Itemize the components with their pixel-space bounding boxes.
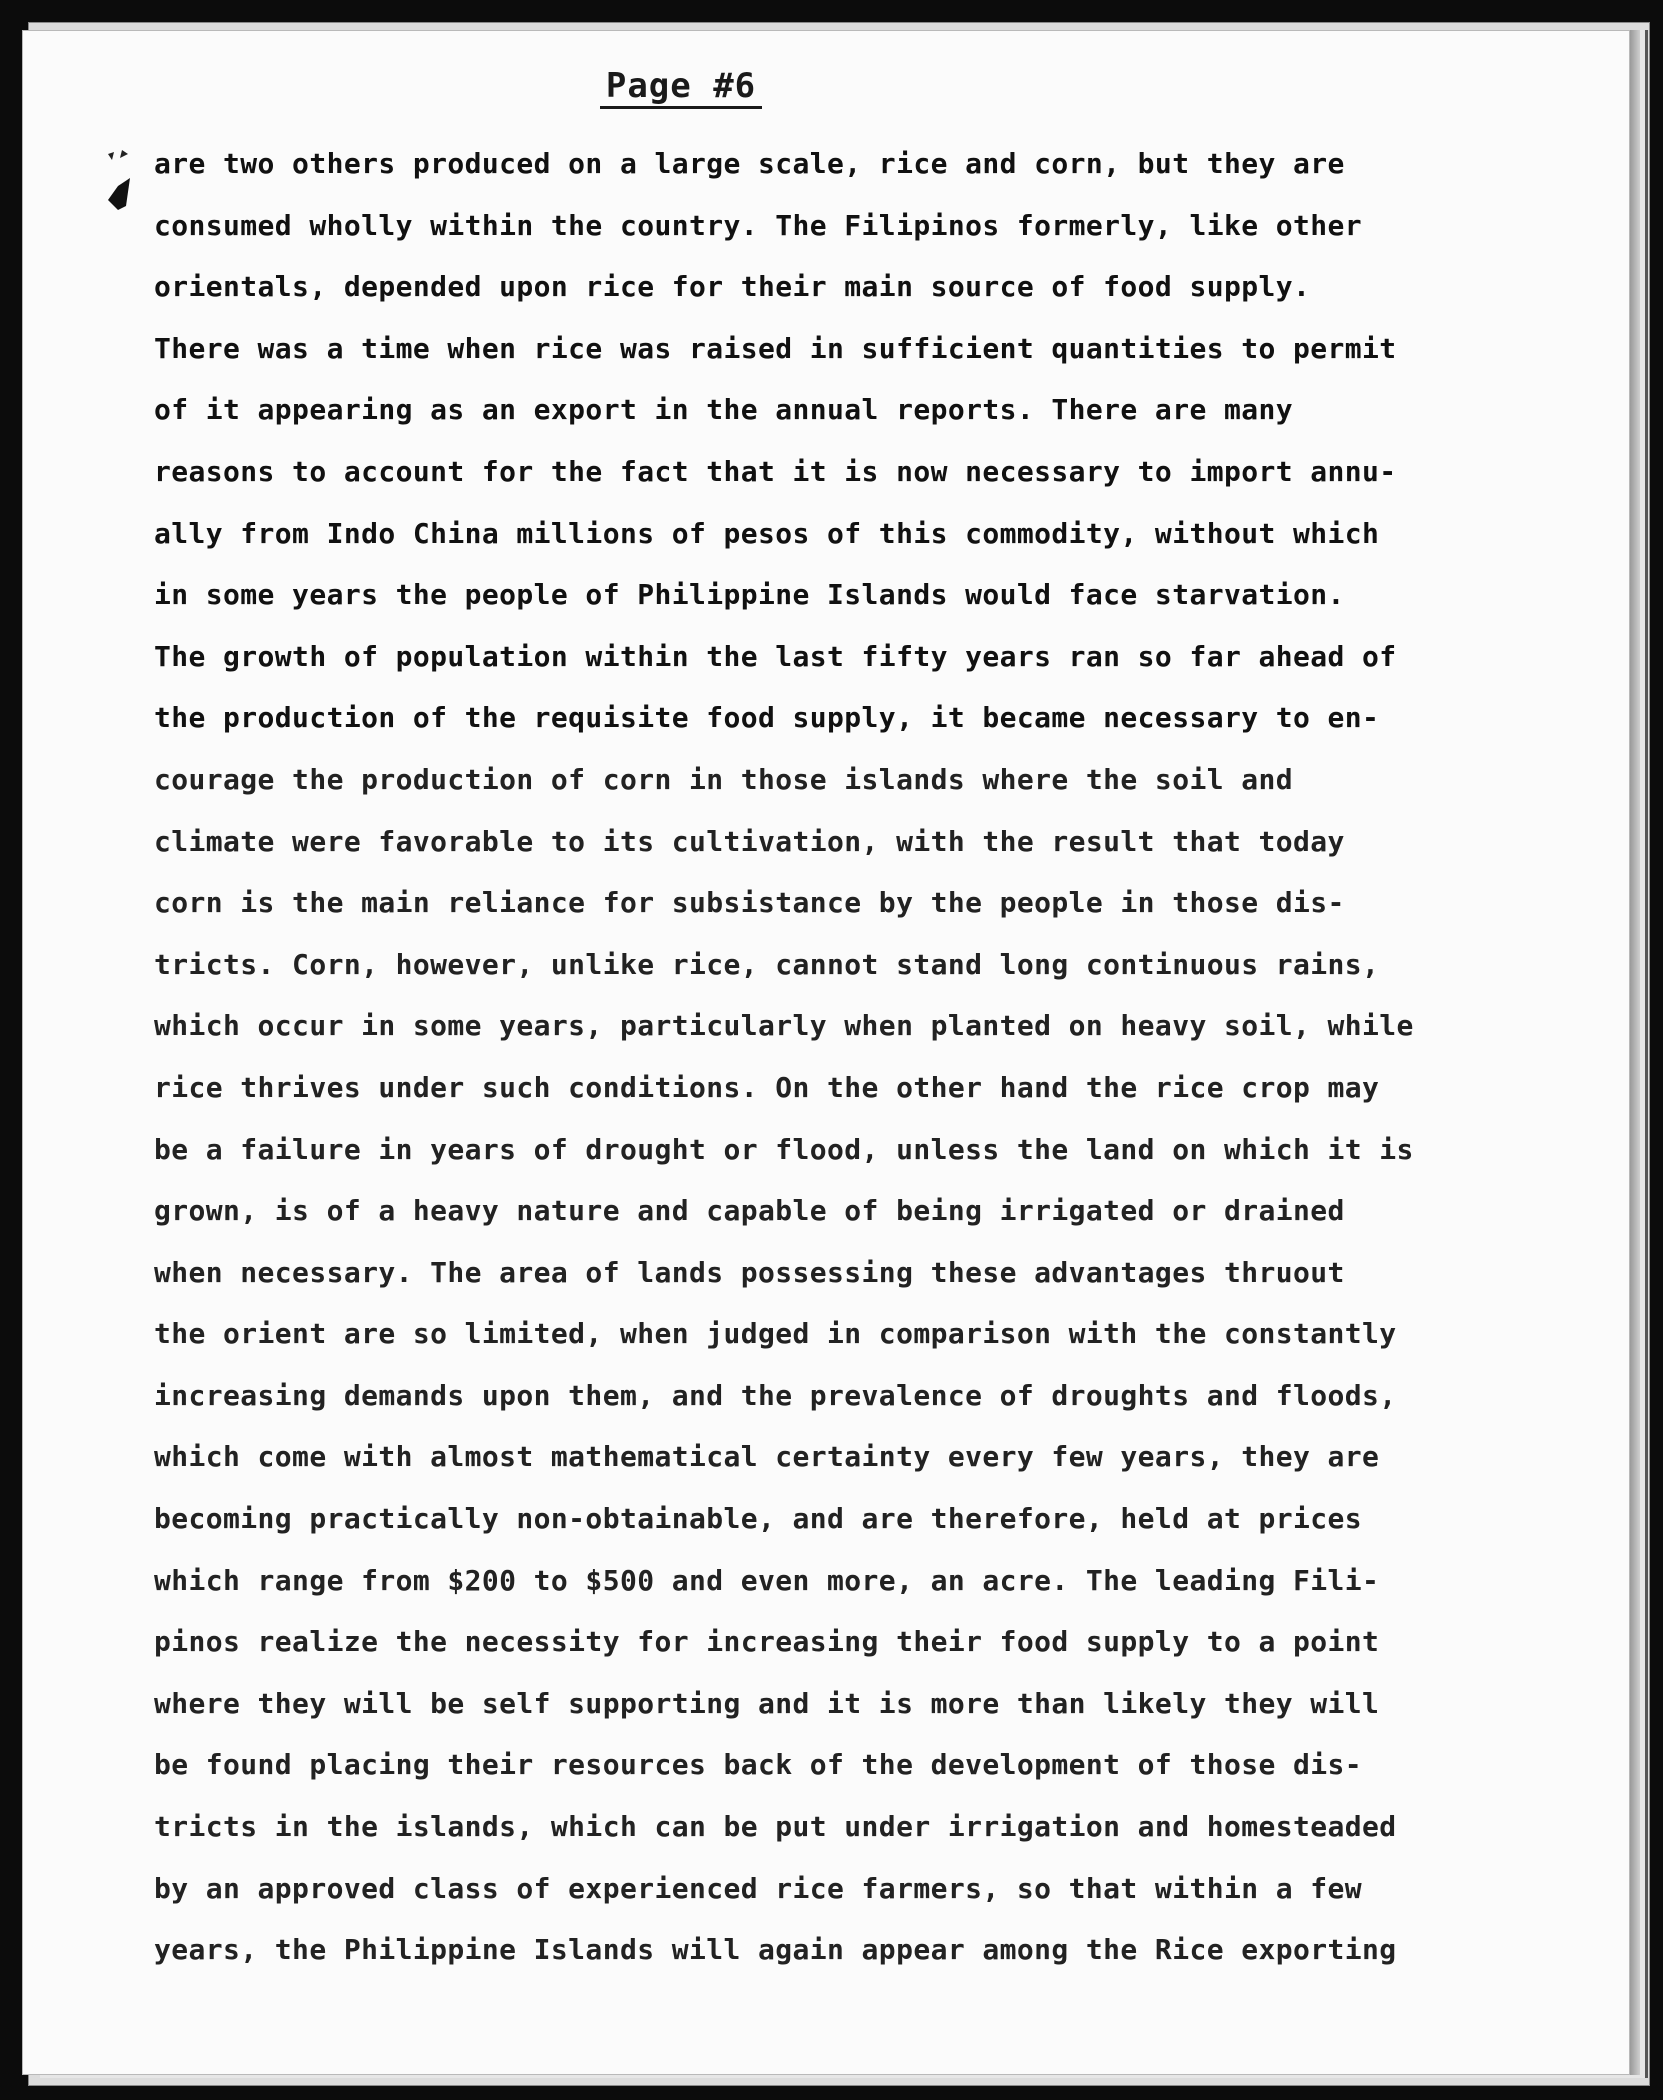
- text-line: climate were favorable to its cultivation, with the result that today: [154, 824, 1345, 858]
- body-text: [154, 133, 1574, 1981]
- text-line: by an approved class of experienced rice farmers, so that within a few: [154, 1871, 1363, 1905]
- text-line: becoming practically non-obtainable, and are therefore, held at prices: [154, 1502, 1363, 1536]
- margin-ink-mark-icon: [100, 148, 140, 238]
- text-line: where they will be self supporting and it is more than likely they will: [154, 1686, 1380, 1720]
- text-line: ally from Indo China millions of pesos of this commodity, without which: [154, 516, 1380, 550]
- text-line: corn is the main reliance for subsistance by the people in those dis-: [154, 886, 1345, 920]
- text-line: There was a time when rice was raised in sufficient quantities to permit: [154, 331, 1397, 365]
- text-line: the production of the requisite food supply, it became necessary to en-: [154, 701, 1380, 735]
- text-line: are two others produced on a large scale, rice and corn, but they are: [154, 147, 1345, 180]
- text-line: grown, is of a heavy nature and capable of being irrigated or drained: [154, 1194, 1345, 1228]
- text-line: which come with almost mathematical certainty every few years, they are: [154, 1440, 1380, 1474]
- text-line: when necessary. The area of lands possessing these advantages thruout: [154, 1255, 1345, 1289]
- text-line: rice thrives under such conditions. On the other hand the rice crop may: [154, 1070, 1380, 1104]
- text-line: the orient are so limited, when judged in comparison with the constantly: [154, 1317, 1397, 1351]
- page-edge-shadow: [1630, 30, 1640, 2075]
- text-line: orientals, depended upon rice for their main source of food supply.: [154, 270, 1311, 304]
- text-line: tricts in the islands, which can be put under irrigation and homesteaded: [154, 1810, 1397, 1844]
- page-number-label: Page #6: [600, 66, 762, 109]
- text-line: pinos realize the necessity for increasing their food supply to a point: [154, 1625, 1380, 1659]
- text-line: be found placing their resources back of the development of those dis-: [154, 1748, 1363, 1782]
- text-line: courage the production of corn in those islands where the soil and: [154, 762, 1293, 796]
- text-line: consumed wholly within the country. The Filipinos formerly, like other: [154, 208, 1363, 242]
- text-line: years, the Philippine Islands will again appear among the Rice exporting: [154, 1933, 1397, 1967]
- text-line: reasons to account for the fact that it is now necessary to import annu-: [154, 454, 1397, 488]
- text-line: of it appearing as an export in the annual reports. There are many: [154, 393, 1293, 427]
- text-line: The growth of population within the last fifty years ran so far ahead of: [154, 639, 1397, 673]
- typewritten-page: [22, 30, 1630, 2075]
- text-line: be a failure in years of drought or flood, unless the land on which it is: [154, 1132, 1414, 1166]
- text-line: in some years the people of Philippine Islands would face starvation.: [154, 578, 1345, 612]
- text-line: tricts. Corn, however, unlike rice, cannot stand long continuous rains,: [154, 947, 1380, 981]
- page-number-heading: [22, 66, 1630, 106]
- text-line: increasing demands upon them, and the prevalence of droughts and floods,: [154, 1378, 1397, 1412]
- text-line: which occur in some years, particularly when planted on heavy soil, while: [154, 1009, 1414, 1043]
- text-line: which range from $200 to $500 and even more, an acre. The leading Fili-: [154, 1563, 1380, 1597]
